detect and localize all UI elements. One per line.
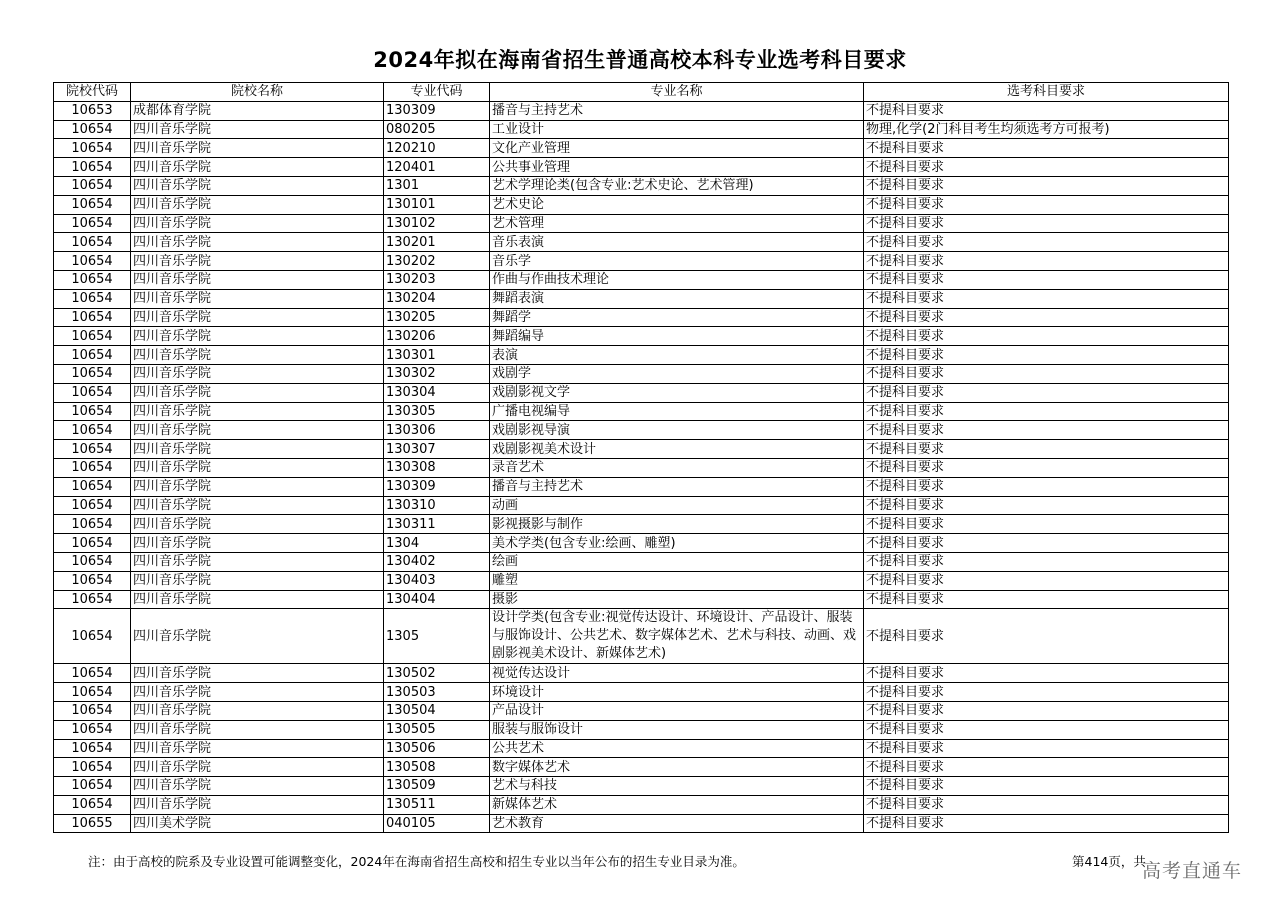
watermark: 高考直通车 <box>1142 860 1243 882</box>
cell-major-code: 130304 <box>384 383 490 402</box>
table-row <box>54 327 1229 346</box>
cell-major-code: 130309 <box>384 101 490 120</box>
cell-major-code: 130205 <box>384 308 490 327</box>
cell-school-code: 10654 <box>54 195 131 214</box>
cell-major-code: 1304 <box>384 534 490 553</box>
cell-school-name: 四川音乐学院 <box>131 795 384 814</box>
cell-major-code: 130505 <box>384 720 490 739</box>
cell-major-name: 雕塑 <box>490 571 864 590</box>
cell-school-name: 四川音乐学院 <box>131 346 384 365</box>
cell-major-code: 130308 <box>384 458 490 477</box>
table-row <box>54 534 1229 553</box>
cell-subject-requirement: 不提科目要求 <box>864 402 1229 421</box>
cell-major-name: 舞蹈编导 <box>490 327 864 346</box>
cell-subject-requirement: 不提科目要求 <box>864 289 1229 308</box>
cell-major-name: 戏剧学 <box>490 364 864 383</box>
cell-major-name: 文化产业管理 <box>490 139 864 158</box>
cell-major-code: 130301 <box>384 346 490 365</box>
cell-subject-requirement: 不提科目要求 <box>864 758 1229 777</box>
cell-school-code: 10654 <box>54 534 131 553</box>
cell-school-name: 四川音乐学院 <box>131 664 384 683</box>
cell-school-code: 10654 <box>54 158 131 177</box>
cell-school-code: 10654 <box>54 758 131 777</box>
cell-major-name: 作曲与作曲技术理论 <box>490 270 864 289</box>
cell-major-name: 舞蹈表演 <box>490 289 864 308</box>
table-row <box>54 139 1229 158</box>
cell-school-code: 10654 <box>54 701 131 720</box>
cell-school-code: 10654 <box>54 458 131 477</box>
cell-major-name: 录音艺术 <box>490 458 864 477</box>
cell-subject-requirement: 不提科目要求 <box>864 440 1229 459</box>
cell-major-code: 130102 <box>384 214 490 233</box>
cell-subject-requirement: 不提科目要求 <box>864 383 1229 402</box>
cell-school-code: 10654 <box>54 233 131 252</box>
cell-subject-requirement: 不提科目要求 <box>864 552 1229 571</box>
cell-subject-requirement: 不提科目要求 <box>864 421 1229 440</box>
cell-major-code: 1305 <box>384 609 490 664</box>
cell-school-code: 10654 <box>54 383 131 402</box>
cell-subject-requirement: 不提科目要求 <box>864 346 1229 365</box>
cell-subject-requirement: 不提科目要求 <box>864 496 1229 515</box>
cell-major-code: 130502 <box>384 664 490 683</box>
cell-major-name: 表演 <box>490 346 864 365</box>
cell-school-code: 10654 <box>54 308 131 327</box>
cell-school-code: 10654 <box>54 777 131 796</box>
cell-major-name: 设计学类(包含专业:视觉传达设计、环境设计、产品设计、服装与服饰设计、公共艺术、数字媒体艺术、艺术与科技、动画、戏剧影视美术设计、新媒体艺术) <box>490 609 864 664</box>
cell-school-name: 四川音乐学院 <box>131 364 384 383</box>
cell-major-name: 数字媒体艺术 <box>490 758 864 777</box>
cell-major-code: 080205 <box>384 120 490 139</box>
table-row <box>54 609 1229 664</box>
cell-school-name: 四川音乐学院 <box>131 158 384 177</box>
cell-school-code: 10654 <box>54 571 131 590</box>
table-row <box>54 571 1229 590</box>
page-number: 第414页，共 <box>1072 854 1146 869</box>
cell-subject-requirement: 不提科目要求 <box>864 308 1229 327</box>
cell-school-name: 四川音乐学院 <box>131 440 384 459</box>
cell-major-name: 戏剧影视美术设计 <box>490 440 864 459</box>
table-row <box>54 477 1229 496</box>
cell-school-name: 四川音乐学院 <box>131 402 384 421</box>
table-row <box>54 346 1229 365</box>
cell-major-name: 环境设计 <box>490 683 864 702</box>
cell-subject-requirement: 不提科目要求 <box>864 364 1229 383</box>
table-row <box>54 120 1229 139</box>
cell-subject-requirement: 不提科目要求 <box>864 327 1229 346</box>
cell-school-name: 四川音乐学院 <box>131 308 384 327</box>
table-row <box>54 552 1229 571</box>
cell-school-name: 四川音乐学院 <box>131 739 384 758</box>
cell-school-code: 10653 <box>54 101 131 120</box>
cell-school-code: 10654 <box>54 739 131 758</box>
cell-subject-requirement: 不提科目要求 <box>864 590 1229 609</box>
cell-school-name: 四川音乐学院 <box>131 534 384 553</box>
cell-subject-requirement: 不提科目要求 <box>864 233 1229 252</box>
cell-subject-requirement: 不提科目要求 <box>864 683 1229 702</box>
cell-major-name: 音乐学 <box>490 252 864 271</box>
cell-school-name: 四川音乐学院 <box>131 195 384 214</box>
cell-major-code: 130402 <box>384 552 490 571</box>
table-row <box>54 758 1229 777</box>
table-row <box>54 701 1229 720</box>
cell-school-name: 四川音乐学院 <box>131 421 384 440</box>
cell-school-name: 四川音乐学院 <box>131 701 384 720</box>
cell-school-code: 10654 <box>54 176 131 195</box>
table-row <box>54 739 1229 758</box>
cell-school-code: 10654 <box>54 270 131 289</box>
cell-school-name: 四川音乐学院 <box>131 571 384 590</box>
cell-major-code: 130302 <box>384 364 490 383</box>
cell-school-name: 四川音乐学院 <box>131 683 384 702</box>
table-row <box>54 664 1229 683</box>
table-row <box>54 289 1229 308</box>
cell-school-name: 四川音乐学院 <box>131 233 384 252</box>
cell-major-code: 130504 <box>384 701 490 720</box>
table-row <box>54 814 1229 833</box>
cell-subject-requirement: 不提科目要求 <box>864 101 1229 120</box>
cell-subject-requirement: 不提科目要求 <box>864 739 1229 758</box>
table-row <box>54 233 1229 252</box>
cell-major-code: 130310 <box>384 496 490 515</box>
cell-subject-requirement: 不提科目要求 <box>864 664 1229 683</box>
cell-school-name: 四川音乐学院 <box>131 252 384 271</box>
cell-subject-requirement: 不提科目要求 <box>864 477 1229 496</box>
cell-school-name: 四川音乐学院 <box>131 270 384 289</box>
cell-subject-requirement: 不提科目要求 <box>864 814 1229 833</box>
footer-note: 注：由于高校的院系及专业设置可能调整变化，2024年在海南省招生高校和招生专业以当年公布的招生专业目录为准。 <box>88 854 745 869</box>
cell-school-code: 10654 <box>54 477 131 496</box>
cell-major-code: 1301 <box>384 176 490 195</box>
table-row <box>54 214 1229 233</box>
cell-major-code: 130201 <box>384 233 490 252</box>
cell-subject-requirement: 不提科目要求 <box>864 458 1229 477</box>
cell-major-name: 艺术管理 <box>490 214 864 233</box>
table-body <box>54 101 1229 833</box>
cell-subject-requirement: 不提科目要求 <box>864 176 1229 195</box>
cell-subject-requirement: 不提科目要求 <box>864 214 1229 233</box>
cell-school-name: 四川音乐学院 <box>131 552 384 571</box>
cell-major-name: 美术学类(包含专业:绘画、雕塑) <box>490 534 864 553</box>
cell-major-code: 130404 <box>384 590 490 609</box>
cell-major-name: 艺术史论 <box>490 195 864 214</box>
cell-school-code: 10654 <box>54 720 131 739</box>
cell-school-name: 四川音乐学院 <box>131 383 384 402</box>
cell-school-name: 四川音乐学院 <box>131 120 384 139</box>
header-subject-requirement: 选考科目要求 <box>864 83 1229 102</box>
cell-school-name: 四川音乐学院 <box>131 515 384 534</box>
cell-school-code: 10654 <box>54 664 131 683</box>
cell-school-name: 四川音乐学院 <box>131 720 384 739</box>
cell-major-code: 130101 <box>384 195 490 214</box>
table-row <box>54 515 1229 534</box>
table-header-row <box>54 83 1229 102</box>
cell-major-name: 摄影 <box>490 590 864 609</box>
cell-school-name: 四川音乐学院 <box>131 176 384 195</box>
cell-school-code: 10654 <box>54 590 131 609</box>
cell-major-name: 公共艺术 <box>490 739 864 758</box>
cell-major-code: 130511 <box>384 795 490 814</box>
header-major-name: 专业名称 <box>490 83 864 102</box>
table-row <box>54 364 1229 383</box>
cell-major-name: 产品设计 <box>490 701 864 720</box>
cell-school-name: 四川音乐学院 <box>131 289 384 308</box>
cell-major-name: 服装与服饰设计 <box>490 720 864 739</box>
cell-school-code: 10654 <box>54 609 131 664</box>
cell-subject-requirement: 不提科目要求 <box>864 534 1229 553</box>
cell-major-code: 130203 <box>384 270 490 289</box>
cell-school-name: 四川音乐学院 <box>131 458 384 477</box>
cell-school-code: 10654 <box>54 289 131 308</box>
cell-major-name: 新媒体艺术 <box>490 795 864 814</box>
table-row <box>54 590 1229 609</box>
cell-school-code: 10654 <box>54 683 131 702</box>
cell-school-code: 10655 <box>54 814 131 833</box>
cell-school-code: 10654 <box>54 552 131 571</box>
cell-major-code: 130306 <box>384 421 490 440</box>
cell-school-name: 四川美术学院 <box>131 814 384 833</box>
table-row <box>54 176 1229 195</box>
cell-major-name: 广播电视编导 <box>490 402 864 421</box>
cell-school-code: 10654 <box>54 139 131 158</box>
cell-major-code: 130506 <box>384 739 490 758</box>
table-row <box>54 795 1229 814</box>
cell-major-code: 130509 <box>384 777 490 796</box>
cell-major-name: 戏剧影视文学 <box>490 383 864 402</box>
cell-school-name: 四川音乐学院 <box>131 214 384 233</box>
cell-major-name: 艺术与科技 <box>490 777 864 796</box>
cell-major-name: 影视摄影与制作 <box>490 515 864 534</box>
cell-school-code: 10654 <box>54 496 131 515</box>
header-school-code: 院校代码 <box>54 83 131 102</box>
cell-major-name: 音乐表演 <box>490 233 864 252</box>
cell-school-code: 10654 <box>54 252 131 271</box>
cell-school-name: 四川音乐学院 <box>131 477 384 496</box>
cell-major-name: 艺术学理论类(包含专业:艺术史论、艺术管理) <box>490 176 864 195</box>
cell-subject-requirement: 不提科目要求 <box>864 270 1229 289</box>
table-row <box>54 777 1229 796</box>
cell-school-code: 10654 <box>54 440 131 459</box>
cell-school-code: 10654 <box>54 327 131 346</box>
cell-subject-requirement: 不提科目要求 <box>864 515 1229 534</box>
requirements-table <box>53 82 1229 833</box>
table-row <box>54 101 1229 120</box>
header-major-code: 专业代码 <box>384 83 490 102</box>
cell-major-code: 130403 <box>384 571 490 590</box>
cell-major-code: 130206 <box>384 327 490 346</box>
cell-school-code: 10654 <box>54 421 131 440</box>
cell-major-code: 130508 <box>384 758 490 777</box>
cell-subject-requirement: 不提科目要求 <box>864 139 1229 158</box>
cell-school-code: 10654 <box>54 402 131 421</box>
cell-major-code: 130309 <box>384 477 490 496</box>
cell-school-code: 10654 <box>54 120 131 139</box>
cell-major-name: 舞蹈学 <box>490 308 864 327</box>
cell-major-name: 视觉传达设计 <box>490 664 864 683</box>
cell-school-code: 10654 <box>54 214 131 233</box>
cell-major-name: 工业设计 <box>490 120 864 139</box>
cell-major-code: 130311 <box>384 515 490 534</box>
header-school-name: 院校名称 <box>131 83 384 102</box>
table-row <box>54 383 1229 402</box>
cell-subject-requirement: 不提科目要求 <box>864 777 1229 796</box>
cell-subject-requirement: 不提科目要求 <box>864 795 1229 814</box>
cell-subject-requirement: 不提科目要求 <box>864 571 1229 590</box>
table-row <box>54 720 1229 739</box>
table-row <box>54 683 1229 702</box>
cell-major-name: 播音与主持艺术 <box>490 101 864 120</box>
cell-major-name: 绘画 <box>490 552 864 571</box>
table-row <box>54 158 1229 177</box>
table-row <box>54 440 1229 459</box>
table-row <box>54 195 1229 214</box>
cell-major-code: 120401 <box>384 158 490 177</box>
cell-school-name: 四川音乐学院 <box>131 327 384 346</box>
cell-major-code: 130503 <box>384 683 490 702</box>
cell-major-code: 120210 <box>384 139 490 158</box>
cell-subject-requirement: 不提科目要求 <box>864 195 1229 214</box>
cell-major-code: 130305 <box>384 402 490 421</box>
cell-school-code: 10654 <box>54 795 131 814</box>
cell-school-code: 10654 <box>54 515 131 534</box>
table-row <box>54 252 1229 271</box>
table-row <box>54 402 1229 421</box>
cell-school-code: 10654 <box>54 364 131 383</box>
document-title: 2024年拟在海南省招生普通高校本科专业选考科目要求 <box>373 48 907 72</box>
cell-school-name: 四川音乐学院 <box>131 496 384 515</box>
cell-major-name: 艺术教育 <box>490 814 864 833</box>
table-row <box>54 308 1229 327</box>
cell-school-name: 四川音乐学院 <box>131 139 384 158</box>
table-row <box>54 496 1229 515</box>
cell-subject-requirement: 物理,化学(2门科目考生均须选考方可报考) <box>864 120 1229 139</box>
cell-major-code: 040105 <box>384 814 490 833</box>
cell-school-name: 四川音乐学院 <box>131 777 384 796</box>
cell-major-name: 戏剧影视导演 <box>490 421 864 440</box>
cell-subject-requirement: 不提科目要求 <box>864 252 1229 271</box>
cell-subject-requirement: 不提科目要求 <box>864 158 1229 177</box>
cell-subject-requirement: 不提科目要求 <box>864 609 1229 664</box>
cell-major-name: 公共事业管理 <box>490 158 864 177</box>
cell-school-name: 四川音乐学院 <box>131 590 384 609</box>
cell-major-name: 播音与主持艺术 <box>490 477 864 496</box>
cell-subject-requirement: 不提科目要求 <box>864 701 1229 720</box>
cell-subject-requirement: 不提科目要求 <box>864 720 1229 739</box>
table-row <box>54 270 1229 289</box>
cell-major-name: 动画 <box>490 496 864 515</box>
cell-major-code: 130202 <box>384 252 490 271</box>
cell-school-name: 四川音乐学院 <box>131 609 384 664</box>
cell-major-code: 130307 <box>384 440 490 459</box>
table-row <box>54 458 1229 477</box>
cell-school-name: 四川音乐学院 <box>131 758 384 777</box>
cell-school-code: 10654 <box>54 346 131 365</box>
table-row <box>54 421 1229 440</box>
cell-school-name: 成都体育学院 <box>131 101 384 120</box>
cell-major-code: 130204 <box>384 289 490 308</box>
